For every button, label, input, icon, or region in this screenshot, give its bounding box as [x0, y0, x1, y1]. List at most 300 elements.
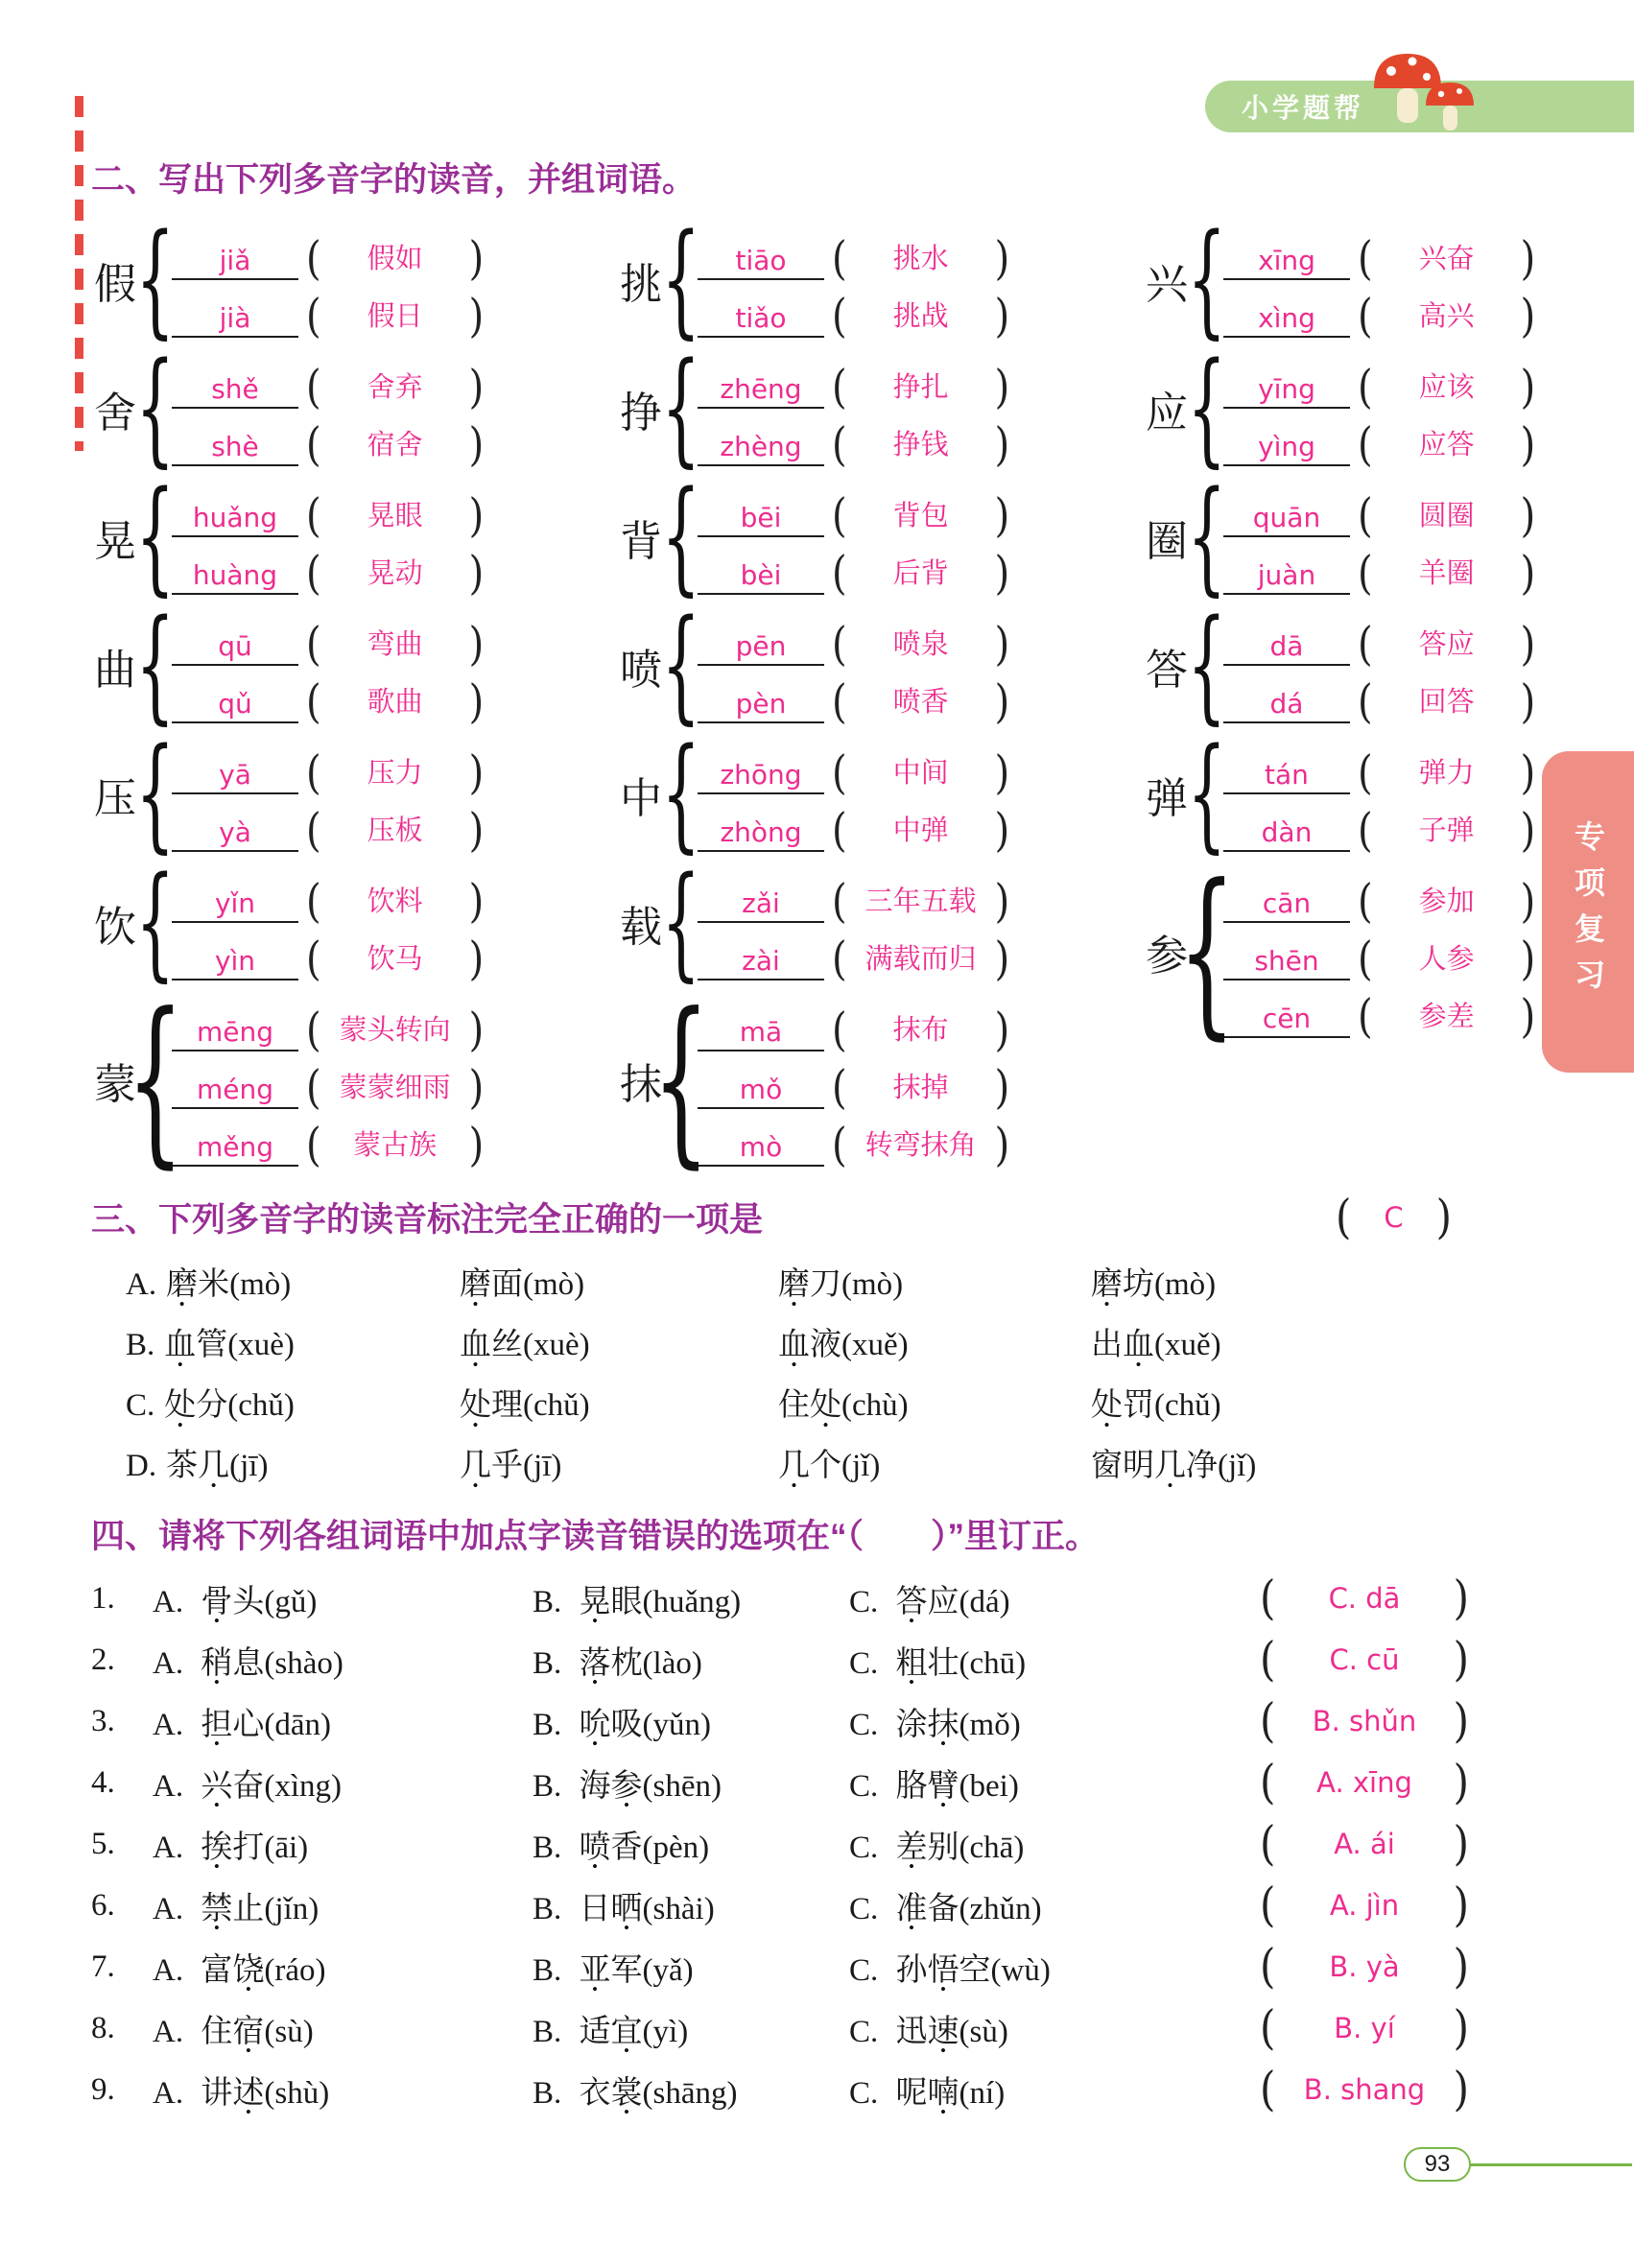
pinyin-answer-blank: qǔ [172, 688, 298, 723]
open-paren: ( [1358, 361, 1373, 414]
brace: { [1187, 336, 1227, 480]
close-paren: ) [1520, 489, 1536, 543]
reading-row [1223, 980, 1543, 1044]
section3-rows [126, 1251, 1480, 1493]
word-item: B. 海参(shēn) [533, 1768, 722, 1804]
open-paren: ( [1260, 2000, 1276, 2055]
reading-row [1223, 351, 1543, 414]
close-paren: ) [994, 746, 1010, 800]
open-paren: ( [306, 1004, 321, 1057]
word-item: B. 晃眼(huǎng) [533, 1584, 742, 1619]
option-label: A. [153, 1952, 192, 1988]
reading-row [172, 737, 491, 800]
open-paren: ( [1260, 1571, 1276, 1625]
reading-row [172, 666, 491, 729]
close-paren: ) [468, 933, 485, 986]
pinyin-answer-blank: bēi [698, 502, 824, 537]
section3-header [91, 1190, 1480, 1244]
correction-answer: A. jìn [1329, 1889, 1400, 1922]
reading-row [1223, 666, 1543, 729]
word-item: A. 兴奋(xìng) [153, 1768, 343, 1804]
word-item: C. 迅速(sù) [849, 2014, 1008, 2049]
pinyin-answer-blank: huàng [172, 559, 298, 595]
word-item: B. 血管(xuè) [126, 1328, 295, 1362]
word-item: C. 粗壮(chū) [849, 1645, 1027, 1681]
word-answer: 应答 [1418, 430, 1475, 461]
word-answer: 饮马 [367, 944, 423, 975]
group-character: 压 [94, 775, 136, 822]
open-paren: ( [832, 418, 847, 472]
option-label: B. [533, 1645, 570, 1681]
polyphone-group [617, 721, 1143, 865]
side-tab-label: 专项复习 [1571, 819, 1605, 1004]
brace: { [135, 593, 176, 737]
open-paren: ( [1260, 1878, 1276, 1932]
word-answer: 参差 [1418, 1002, 1475, 1032]
word-item: C. 胳臂(bei) [849, 1768, 1019, 1804]
polyphone-group [1143, 593, 1536, 737]
pinyin-answer-blank: pèn [698, 688, 824, 723]
brace: { [1187, 207, 1227, 351]
row-number: 6. [91, 1887, 115, 1923]
row-number: 7. [91, 1949, 115, 1984]
reading-row [698, 737, 1017, 800]
close-paren: ) [1520, 804, 1536, 858]
polyphone-group [91, 464, 617, 608]
word-answer: 挣扎 [892, 372, 949, 403]
word-item: 血丝(xuè) [460, 1328, 590, 1362]
pinyin-answer-blank: tán [1223, 759, 1350, 794]
pinyin-answer-blank: mò [698, 1131, 824, 1167]
word-answer: 背包 [892, 501, 949, 532]
word-item: A. 挨打(āi) [153, 1830, 309, 1865]
pinyin-answer-blank: dá [1223, 688, 1350, 723]
close-paren: ) [994, 361, 1010, 414]
option-label: C. [849, 2014, 887, 2049]
left-edge-marks [75, 96, 83, 451]
word-answer: 假如 [367, 244, 423, 274]
reading-row [1223, 223, 1543, 286]
open-paren: ( [306, 746, 321, 800]
reading-row [698, 794, 1017, 858]
close-paren: ) [994, 547, 1010, 601]
open-paren: ( [306, 232, 321, 286]
reading-row [698, 280, 1017, 343]
option-row [126, 1311, 1480, 1372]
reading-row [172, 994, 491, 1057]
word-item: C. 差别(chā) [849, 1830, 1025, 1865]
pinyin-answer-blank: cēn [1223, 1003, 1350, 1038]
main-content [91, 154, 1536, 2120]
option-row [126, 1251, 1480, 1311]
polyphone-group [1143, 464, 1536, 608]
open-paren: ( [1260, 1939, 1276, 1994]
close-paren: ) [1520, 618, 1536, 672]
close-paren: ) [1453, 1571, 1469, 1625]
close-paren: ) [1520, 746, 1536, 800]
word-answer: 蒙头转向 [339, 1015, 451, 1046]
page-number: 93 [1424, 2151, 1451, 2177]
word-answer: 挑战 [892, 301, 949, 332]
polyphone-group [1143, 207, 1536, 351]
pinyin-answer-blank: dā [1223, 630, 1350, 666]
word-answer: 歌曲 [367, 687, 423, 718]
reading-row [698, 994, 1017, 1057]
option-label: C. [849, 1584, 887, 1619]
option-label: C. [849, 1707, 887, 1742]
open-paren: ( [306, 1119, 321, 1172]
reading-row [698, 608, 1017, 672]
correction-row [91, 1629, 1480, 1690]
open-paren: ( [1358, 232, 1373, 286]
section3-title: 三、下列多音字的读音标注完全正确的一项是 [91, 1201, 764, 1239]
reading-row [698, 1109, 1017, 1172]
reading-row [698, 480, 1017, 543]
section2-groups [91, 207, 1536, 1186]
section4-title: 四、请将下列各组词语中加点字读音错误的选项在“（ ）”里订正。 [91, 1518, 1100, 1555]
close-paren: ) [1453, 1878, 1469, 1932]
word-answer: 挑水 [892, 244, 949, 274]
close-paren: ) [1520, 990, 1536, 1044]
word-item: A. 担心(dān) [153, 1707, 331, 1742]
option-label: B. [533, 2075, 570, 2111]
reading-row [1223, 608, 1543, 672]
open-paren: ( [1358, 489, 1373, 543]
correction-answer-box [1256, 2000, 1473, 2055]
word-answer: 子弹 [1418, 815, 1475, 846]
word-answer: 舍弃 [367, 372, 423, 403]
open-paren: ( [1358, 675, 1373, 729]
close-paren: ) [994, 933, 1010, 986]
close-paren: ) [468, 418, 485, 472]
correction-answer-box [1256, 1693, 1473, 1748]
brace: { [1187, 721, 1227, 865]
option-label: A. [153, 2075, 192, 2111]
word-answer: 假日 [367, 301, 423, 332]
word-item: C. 孙悟空(wù) [849, 1952, 1051, 1988]
word-answer: 中间 [892, 758, 949, 789]
open-paren: ( [306, 804, 321, 858]
correction-answer-box [1256, 2062, 1473, 2116]
correction-row [91, 1690, 1480, 1752]
group-character: 喷 [620, 647, 662, 694]
word-item: 磨面(mò) [460, 1267, 585, 1302]
option-label: A. [153, 1584, 192, 1619]
close-paren: ) [1520, 361, 1536, 414]
section3-answer-box [1335, 1190, 1452, 1244]
mushrooms-icon [1366, 46, 1480, 139]
close-paren: ) [468, 1004, 485, 1057]
open-paren: ( [1358, 746, 1373, 800]
row-number: 3. [91, 1703, 115, 1738]
group-character: 兴 [1146, 261, 1188, 308]
word-answer: 晃眼 [367, 501, 423, 532]
section2-column [617, 207, 1143, 1186]
word-item: A. 禁止(jǐn) [153, 1891, 320, 1926]
close-paren: ) [468, 618, 485, 672]
word-answer: 晃动 [367, 558, 423, 589]
word-item: B. 日晒(shài) [533, 1891, 715, 1926]
pinyin-answer-blank: jiǎ [172, 245, 298, 280]
close-paren: ) [994, 618, 1010, 672]
pinyin-answer-blank: pēn [698, 630, 824, 666]
option-label: B. [533, 2014, 570, 2049]
word-item: A. 稍息(shào) [153, 1645, 343, 1681]
pinyin-answer-blank: jià [172, 302, 298, 338]
word-item: B. 适宜(yì) [533, 2014, 689, 2049]
polyphone-group [91, 721, 617, 865]
pinyin-answer-blank: shēn [1223, 945, 1350, 980]
word-item: 住处(chù) [778, 1388, 909, 1423]
option-label: B. [533, 1768, 570, 1804]
close-paren: ) [468, 489, 485, 543]
option-label: A. [153, 1707, 192, 1742]
word-item: 血液(xuě) [778, 1328, 909, 1362]
group-character: 挣 [620, 390, 662, 437]
close-paren: ) [468, 361, 485, 414]
group-character: 背 [620, 518, 662, 565]
polyphone-group [91, 207, 617, 351]
open-paren: ( [832, 361, 847, 414]
page-number-badge [1404, 2147, 1471, 2182]
group-character: 饮 [94, 904, 136, 951]
pinyin-answer-blank: zǎi [698, 887, 824, 923]
close-paren: ) [1453, 2062, 1469, 2116]
reading-row [698, 923, 1017, 986]
correction-answer-box [1256, 1816, 1473, 1871]
brace: { [135, 336, 176, 480]
correction-answer: A. ái [1334, 1828, 1395, 1860]
option-label: A. [153, 1645, 192, 1681]
section2-title: 二、写出下列多音字的读音，并组词语。 [91, 161, 697, 199]
reading-row [1223, 409, 1543, 472]
polyphone-group [617, 464, 1143, 608]
polyphone-group [91, 593, 617, 737]
reading-row [172, 865, 491, 929]
close-paren: ) [994, 489, 1010, 543]
correction-answer: B. yà [1329, 1950, 1400, 1983]
group-character: 晃 [94, 518, 136, 565]
brace: { [661, 207, 701, 351]
reading-row [172, 409, 491, 472]
correction-row [91, 1875, 1480, 1936]
word-answer: 圆圈 [1418, 501, 1475, 532]
correction-answer-box [1256, 1939, 1473, 1994]
open-paren: ( [306, 547, 321, 601]
brace: { [661, 593, 701, 737]
open-paren: ( [306, 418, 321, 472]
option-label: C. [849, 2075, 887, 2111]
word-answer: 喷泉 [892, 629, 949, 660]
word-item: C. 呢喃(ní) [849, 2075, 1006, 2111]
open-paren: ( [306, 618, 321, 672]
option-row [126, 1372, 1480, 1432]
word-answer: 应该 [1418, 372, 1475, 403]
open-paren: ( [1260, 1816, 1276, 1871]
group-character: 曲 [94, 647, 136, 694]
reading-row [698, 409, 1017, 472]
pinyin-answer-blank: bèi [698, 559, 824, 595]
pinyin-answer-blank: huǎng [172, 502, 298, 537]
close-paren: ) [468, 746, 485, 800]
close-paren: ) [1453, 2000, 1469, 2055]
word-answer: 满载而归 [864, 944, 977, 975]
word-item: C. 处分(chǔ) [126, 1388, 295, 1423]
open-paren: ( [1260, 1693, 1276, 1748]
pinyin-answer-blank: xīng [1223, 245, 1350, 280]
pinyin-answer-blank: tiāo [698, 245, 824, 280]
group-character: 挑 [620, 261, 662, 308]
word-item: A. 住宿(sù) [153, 2014, 314, 2049]
open-paren: ( [1358, 804, 1373, 858]
group-character: 圈 [1146, 518, 1188, 565]
close-paren: ) [1453, 1632, 1469, 1687]
brace: { [1187, 464, 1227, 608]
open-paren: ( [1358, 990, 1373, 1044]
option-label: B. [533, 1830, 570, 1865]
close-paren: ) [468, 547, 485, 601]
correction-answer: B. yí [1334, 2012, 1395, 2044]
reading-row [172, 351, 491, 414]
correction-row [91, 2059, 1480, 2120]
word-item: A. 磨米(mò) [126, 1267, 292, 1302]
pinyin-answer-blank: měng [172, 1131, 298, 1167]
word-item: A. 骨头(gǔ) [153, 1584, 318, 1619]
polyphone-group [617, 975, 1143, 1186]
option-row [126, 1432, 1480, 1493]
open-paren: ( [1260, 1755, 1276, 1809]
word-answer: 答应 [1418, 629, 1475, 660]
word-item: B. 衣裳(shāng) [533, 2075, 738, 2111]
pinyin-answer-blank: zhōng [698, 759, 824, 794]
pinyin-answer-blank: zài [698, 945, 824, 980]
polyphone-group [91, 850, 617, 994]
reading-row [1223, 280, 1543, 343]
option-label: B. [126, 1328, 155, 1362]
brace: { [1178, 846, 1236, 1057]
close-paren: ) [1453, 1693, 1469, 1748]
word-answer: 喷香 [892, 687, 949, 718]
brace: { [135, 464, 176, 608]
word-answer: 宿舍 [367, 430, 423, 461]
open-paren: ( [832, 804, 847, 858]
open-paren: ( [832, 290, 847, 343]
open-paren: ( [306, 875, 321, 929]
option-label: B. [533, 1707, 570, 1742]
reading-row [172, 480, 491, 543]
word-item: B. 吮吸(yǔn) [533, 1707, 712, 1742]
close-paren: ) [994, 1004, 1010, 1057]
correction-answer: C. dā [1328, 1582, 1401, 1615]
close-paren: ) [468, 675, 485, 729]
close-paren: ) [1453, 1939, 1469, 1994]
close-paren: ) [1520, 675, 1536, 729]
close-paren: ) [1435, 1190, 1452, 1244]
reading-row [172, 223, 491, 286]
pinyin-answer-blank: dàn [1223, 816, 1350, 852]
option-label: C. [126, 1388, 155, 1423]
polyphone-group [1143, 336, 1536, 480]
close-paren: ) [1520, 418, 1536, 472]
open-paren: ( [832, 547, 847, 601]
group-character: 中 [620, 775, 662, 822]
polyphone-group [91, 336, 617, 480]
word-answer: 人参 [1418, 944, 1475, 975]
correction-answer: B. shang [1303, 2073, 1426, 2106]
word-item: C. 涂抹(mǒ) [849, 1707, 1021, 1742]
word-answer: 蒙古族 [353, 1130, 438, 1161]
row-number: 1. [91, 1580, 115, 1616]
open-paren: ( [832, 746, 847, 800]
option-label: C. [849, 1952, 887, 1988]
option-label: C. [849, 1645, 887, 1681]
correction-row [91, 1997, 1480, 2059]
word-answer: 弯曲 [367, 629, 423, 660]
reading-row [1223, 737, 1543, 800]
brace: { [1187, 593, 1227, 737]
correction-answer: B. shǔn [1312, 1705, 1417, 1737]
section2-column [91, 207, 617, 1186]
open-paren: ( [1260, 2062, 1276, 2116]
open-paren: ( [832, 232, 847, 286]
brace: { [661, 336, 701, 480]
close-paren: ) [994, 875, 1010, 929]
pinyin-answer-blank: zhèng [698, 431, 824, 466]
word-item: 磨坊(mò) [1091, 1267, 1217, 1302]
option-label: A. [153, 2014, 192, 2049]
close-paren: ) [994, 418, 1010, 472]
correction-row [91, 1936, 1480, 1997]
word-answer: 后背 [892, 558, 949, 589]
section4-rows [91, 1568, 1480, 2120]
pinyin-answer-blank: yà [172, 816, 298, 852]
open-paren: ( [832, 933, 847, 986]
reading-row [698, 865, 1017, 929]
open-paren: ( [1358, 547, 1373, 601]
word-item: 几乎(jī) [460, 1449, 562, 1483]
word-answer: 中弹 [892, 815, 949, 846]
close-paren: ) [994, 675, 1010, 729]
word-item: B. 落枕(lào) [533, 1645, 702, 1681]
open-paren: ( [1358, 618, 1373, 672]
close-paren: ) [1453, 1755, 1469, 1809]
brand-title: 小学题帮 [1242, 93, 1365, 123]
brace: { [652, 975, 710, 1186]
open-paren: ( [832, 1004, 847, 1057]
open-paren: ( [1358, 290, 1373, 343]
word-item: 处理(chǔ) [460, 1388, 590, 1423]
close-paren: ) [468, 1119, 485, 1172]
brace: { [661, 850, 701, 994]
brace: { [135, 721, 176, 865]
correction-answer: A. xīng [1316, 1766, 1412, 1799]
word-answer: 回答 [1418, 687, 1475, 718]
pinyin-answer-blank: mēng [172, 1016, 298, 1051]
word-item: B. 亚军(yǎ) [533, 1952, 694, 1988]
pinyin-answer-blank: quān [1223, 502, 1350, 537]
reading-row [698, 223, 1017, 286]
reading-row [1223, 480, 1543, 543]
group-character: 弹 [1146, 775, 1188, 822]
polyphone-group [617, 593, 1143, 737]
open-paren: ( [306, 933, 321, 986]
row-number: 9. [91, 2071, 115, 2107]
open-paren: ( [832, 675, 847, 729]
word-answer: 转弯抹角 [864, 1130, 977, 1161]
pinyin-answer-blank: zhēng [698, 373, 824, 409]
pinyin-answer-blank: mǒ [698, 1074, 824, 1109]
reading-row [698, 351, 1017, 414]
